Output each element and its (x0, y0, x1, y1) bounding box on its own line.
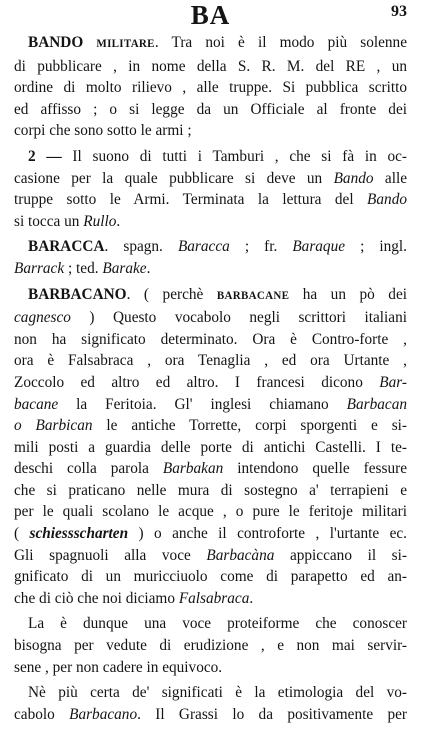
text-line: cagnesco ) Questo vocabolo negli scrittori italiani (14, 309, 407, 327)
text-line: 2 — Il suono di tutti i Tamburi , che si fà in oc- (28, 147, 408, 165)
text-line: mili posti a guardia delle porte di antichi Castelli. I te- (14, 438, 407, 456)
text-line: non ha significato determinato. Ora è Contro-forte , (14, 330, 407, 348)
text-line: Gli spagnuoli alla voce Barbacàna appiccano il si- (14, 546, 407, 564)
paragraph (14, 613, 407, 678)
text-line: che si praticano nelle mura di sostegno a' terrapieni e (14, 481, 407, 499)
page-header (14, 0, 407, 32)
dictionary-body (14, 32, 407, 725)
text-line: sene , per non cadere in equivoco. (14, 658, 223, 676)
text-line: ora è Falsabraca , ora Tenaglia , ed ora Urtante , (14, 352, 407, 370)
text-line: casione per la quale pubblicare si deve un Bando alle (14, 169, 407, 187)
headword: BARBACANO (28, 285, 127, 303)
paragraph (14, 682, 407, 725)
text-line: si tocca un Rullo. (14, 212, 121, 230)
entry-baracca (14, 236, 407, 279)
text-line: gnificato di un muricciuolo come di parapetto ed an- (14, 568, 407, 586)
text-line: BANDO MILITARE. Tra noi è il modo più solenne (28, 34, 407, 51)
entry-bando-militare (14, 32, 407, 142)
sense-number: 2 (28, 147, 36, 165)
text-line: Zoccolo ed altro ed altro. I francesi dicono Bar- (14, 373, 407, 391)
text-line: che di ciò che noi diciamo Falsabraca. (14, 589, 254, 607)
text-line: per le quali scolano le acque , o pure le feritoje militari (14, 503, 407, 521)
text-line: Barrack ; ted. Barake. (14, 259, 151, 277)
running-head: BA (190, 0, 231, 30)
headword: BARACCA (28, 238, 105, 256)
text-line: BARACCA. spagn. Baracca ; fr. Baraque ; ingl. (28, 238, 407, 256)
text-line: cabolo Barbacano. Il Grassi lo da positivamente per (14, 705, 407, 723)
text-line: deschi colla parola Barbakan intendono quelle fessure (14, 460, 407, 478)
headword-qualifier: MILITARE (96, 38, 155, 50)
text-line: bisogna per vedute di erudizione , e non mai servir- (14, 637, 407, 655)
text-line: truppe sotto le Armi. Terminata la lettura del Bando (14, 191, 407, 209)
page-number: 93 (391, 3, 407, 20)
entry-bando-sense-2 (14, 146, 407, 232)
text-line: di pubblicare , in nome della S. R. M. del RE , un (14, 57, 407, 75)
text-line: BARBACANO. ( perchè BARBACANE ha un pò dei (28, 285, 407, 303)
text-line: ( schiessscharten ) o anche il controforte , l'urtante ec. (14, 525, 407, 543)
text-line: Nè più certa de' significati è la etimologia del vo- (28, 684, 407, 702)
text-line: o Barbican le antiche Torrette, corpi sporgenti e si- (14, 417, 407, 435)
entry-barbacano (14, 284, 407, 610)
text-line: ordine di molto rilievo , alle truppe. Si pubblica scritto (14, 79, 407, 97)
text-line: ed affisso ; o si legge da un Officiale al fronte dei (14, 100, 407, 118)
text-line: La è dunque una voce proteiforme che conoscer (28, 615, 407, 633)
text-line: bacane la Feritoia. Gl' inglesi chiamano Barbacan (14, 395, 407, 413)
headword: BANDO (28, 34, 84, 51)
text-line: corpi che sono sotto le armi ; (14, 122, 192, 140)
